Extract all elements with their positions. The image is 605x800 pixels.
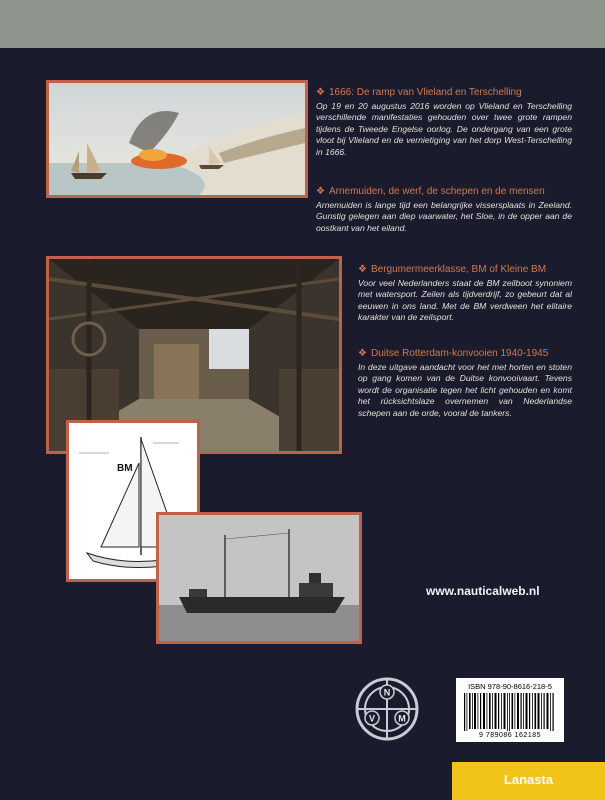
- website-link[interactable]: www.nauticalweb.nl: [426, 584, 540, 598]
- tanker-ship-photo: [156, 512, 362, 644]
- section-body: Op 19 en 20 augustus 2016 worden op Vlieland en Terschelling verschillende manifestaties gehouden over twee grote rampen tijdens de Tweede Engelse oorlog. De ondergang van een grote vloot bij Vlieland en de vernietiging van het dorp West-Terschelling in 1666.: [316, 101, 572, 157]
- top-band: [0, 0, 605, 48]
- section-bm: [358, 264, 572, 324]
- svg-text:N: N: [383, 687, 391, 698]
- publisher-name: Lanasta: [503, 772, 554, 787]
- barcode-number: 9 789086 162185: [479, 732, 541, 739]
- publisher-band: [452, 762, 605, 800]
- section-title: ❖ Duitse Rotterdam-konvooien 1940-1945: [358, 348, 549, 359]
- section-title: ❖ Bergumermeerklasse, BM of Kleine BM: [358, 264, 547, 275]
- fleet-fire-painting: [46, 80, 308, 198]
- section-body: Voor veel Nederlanders staat de BM zeilboot synoniem met watersport. Zeilen als tijdverdrijf, zo gebeurt dat al eeuwen in ons land. Met de BM verdween het elitaire karakter van de zeilsport.: [358, 278, 572, 323]
- sail-letters: BM: [117, 463, 133, 474]
- section-body: Arnemuiden is lange tijd een belangrijke vissersplaats in Zeeland. Gunstig gelegen aan diep vaarwater, het Sloe, in de opper aan de oostkant van het eiland.: [316, 200, 572, 233]
- section-konvooien: [358, 348, 572, 419]
- section-body: In deze uitgave aandacht voor het met horten en stoten op gang komen van de Duitse konvooivaart. Tevens wordt de organisatie tegen het licht gehouden en komt het rücksichtslaze overnemen van Nederlandse schepen aan de orde, vooral de tankers.: [358, 362, 572, 418]
- nvm-logo: [354, 676, 420, 742]
- isbn-barcode: [456, 678, 564, 742]
- section-vlieland: [316, 87, 572, 158]
- section-title: ❖ 1666: De ramp van Vlieland en Terschelling: [316, 87, 522, 98]
- isbn-label: ISBN 978-90-8616-218-5: [468, 682, 552, 691]
- svg-text:M: M: [398, 713, 406, 724]
- svg-text:V: V: [368, 713, 376, 724]
- section-arnemuiden: [316, 186, 572, 234]
- section-title: ❖ Arnemuiden, de werf, de schepen en de mensen: [316, 186, 545, 197]
